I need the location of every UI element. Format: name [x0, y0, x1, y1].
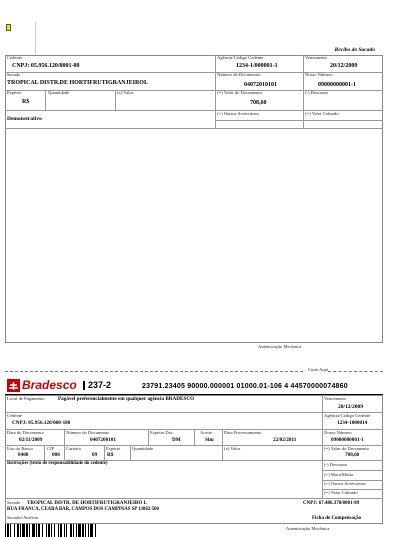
especiedoc-value: DM: [172, 437, 181, 443]
quantidade-bottom-label: Quantidade: [132, 446, 154, 451]
cnpj-bottom-value: CNPJ: 67.486.378/0001-89: [303, 501, 360, 506]
vencimento-bottom-label: Vencimento: [324, 396, 346, 401]
nossonum-value: 09000000001-1: [318, 82, 356, 88]
valordoc-value: 708,60: [250, 100, 267, 106]
cedente-value: CNPJ: 05.956.120/0001-80: [12, 63, 80, 69]
valordoc-bottom-value: 708,60: [345, 452, 360, 458]
quantidade-label: Quantidade: [48, 90, 70, 95]
aceite-value: Sim: [205, 437, 214, 443]
linha-digitavel: 23791.23405 90000.000001 01000.01-106 4 44570000074860: [142, 383, 348, 390]
numdoc-bottom-label: Número do Documento: [66, 430, 110, 435]
cedente-label: Cedente: [7, 55, 23, 60]
dataproc-value: 22/02/2011: [273, 437, 297, 443]
sacado-value: TROPICAL DISTR.DE HORTIFRUTIGRANJEIROL: [7, 80, 148, 86]
cut-label: Corte Aqui: [308, 367, 329, 372]
sacado-label: Sacado: [7, 72, 21, 77]
nossonum-label: Nosso Número: [305, 72, 333, 77]
avalista-label: Sacador/Avalista: [7, 515, 39, 520]
nossonum-bottom-label: Nosso Número: [324, 430, 352, 435]
bank-name: Bradesco: [22, 378, 77, 392]
agencia-bottom-label: Agência/Código Cedente: [324, 413, 371, 418]
desconto-bottom-label: (-) Desconto: [324, 462, 348, 467]
barcode-bar: [96, 524, 97, 537]
bradesco-logo-icon: [7, 379, 20, 392]
numdoc-label: Número do Documento: [217, 72, 261, 77]
carteira-value: 09: [92, 452, 98, 458]
logo-frame: [4, 22, 36, 54]
usobanco-label: Uso do Banco: [7, 446, 34, 451]
cobrado-label: (=) Valor Cobrado: [305, 111, 339, 116]
desconto-label: (-) Desconto: [305, 90, 329, 95]
vencimento-value: 20/12/2009: [330, 63, 358, 69]
especie-bottom-value: R$: [107, 452, 114, 458]
numdoc-value: 04072010101: [244, 82, 277, 88]
mora-label: (+) Mora/Multa: [324, 472, 353, 477]
usobanco-value: 8400: [18, 452, 29, 458]
cut-line-right: [328, 371, 383, 372]
local-label: Local de Pagamento: [7, 396, 45, 401]
dataproc-label: Data Processamento: [224, 430, 262, 435]
especie-bottom-label: Espécie: [106, 446, 121, 451]
sacado-bottom-value: TROPICAL DISTR. DE HORTIFRUTIGRANJEIRO L: [27, 501, 147, 506]
datadoc-label: Data do Documento: [7, 430, 44, 435]
autenticacao-top: Autenticação Mecânica: [258, 344, 302, 349]
vencimento-bottom-value: 20/12/2009: [338, 404, 364, 410]
cobrado-bottom-label: (=) Valor Cobrado: [324, 490, 358, 495]
numdoc-bottom-value: 0407200101: [90, 437, 116, 443]
valordoc-bottom-label: (=) Valor do Documento: [324, 446, 369, 451]
agencia-value: 1234-1/000001-1: [236, 63, 278, 69]
cedente-bottom-label: Cedente: [7, 413, 23, 418]
especiedoc-label: Espécie Doc.: [150, 430, 175, 435]
datadoc-value: 02/11/2009: [19, 437, 43, 443]
receipt-top-table: [5, 55, 383, 343]
instrucoes-label: Instruções (texto de responsabilidade do cedente): [7, 461, 108, 466]
cedente-bottom-value: CNPJ: 05.956.120/000-180: [12, 420, 71, 426]
barcode: [5, 524, 97, 537]
outros-bottom-label: (+) Outros Acréscimos: [324, 481, 366, 486]
endereco-value: RUA FRANCA, CEARA BAR, CAMPOS DOS CAMPINAS SP 13082-500: [7, 507, 159, 512]
agencia-bottom-value: 1234-1000014: [337, 420, 368, 426]
especie-value: R$: [22, 99, 30, 105]
vencimento-label: Vencimento: [305, 55, 327, 60]
valordoc-label: (=) Valor do Documento: [217, 90, 262, 95]
local-value: Pagável preferencialmente em qualquer agência BRADESCO: [58, 396, 195, 402]
aceite-label: Aceite: [200, 430, 212, 435]
autenticacao-bottom: Autenticação Mecânica: [286, 526, 330, 531]
demonstrativo-label: Demonstrativo: [7, 116, 42, 122]
agencia-label: Agência/Código Cedente: [217, 55, 264, 60]
xvalor-bottom-label: (x) Valor: [224, 446, 241, 451]
recibo-title: Recibo do Sacado: [334, 47, 375, 53]
xvalor-label: (x) Valor: [117, 90, 134, 95]
nossonum-bottom-value: 09000000001-1: [331, 437, 364, 443]
ficha-label: Ficha de Compensação: [312, 516, 362, 521]
cip-label: CIP: [47, 446, 55, 451]
outros-label: (+) Outros Acréscimos: [217, 111, 259, 116]
cip-value: 000: [52, 452, 60, 458]
cut-line: [5, 371, 303, 372]
especie-label: Espécie: [7, 90, 22, 95]
bank-code: 237-2: [83, 381, 111, 390]
sacado-bottom-label: Sacado: [7, 500, 21, 505]
carteira-label: Carteira: [66, 446, 81, 451]
